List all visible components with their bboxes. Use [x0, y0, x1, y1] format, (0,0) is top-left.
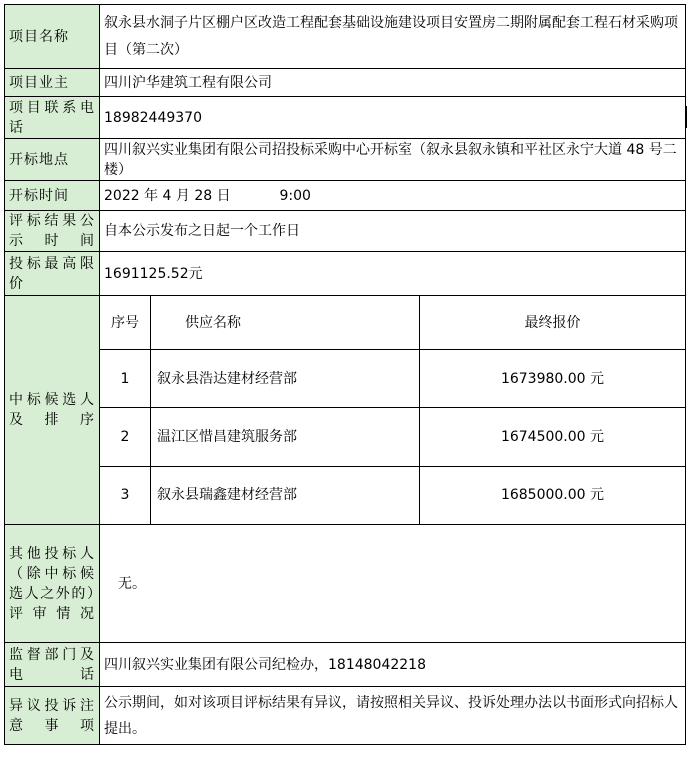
candidate-row	[100, 408, 685, 466]
value-project-name: 叙永县水洞子片区棚户区改造工程配套基础设施建设项目安置房二期附属配套工程石材采购项目（第二次）	[100, 5, 686, 69]
label-project-name: 项目名称	[5, 5, 100, 69]
candidate-supplier: 叙永县瑞鑫建材经营部	[151, 466, 420, 524]
candidate-supplier: 温江区惜昌建筑服务部	[151, 408, 420, 466]
candidate-index: 1	[100, 350, 151, 408]
label-candidates: 中标候选人及排序	[5, 296, 100, 525]
label-open-time: 开标时间	[5, 181, 100, 211]
value-max-price: 1691125.52元	[100, 252, 686, 296]
bid-result-table	[4, 4, 686, 745]
row-supervision	[5, 643, 686, 687]
label-open-place: 开标地点	[5, 139, 100, 181]
value-publicity-time: 自本公示发布之日起一个工作日	[100, 211, 686, 252]
candidate-price: 1674500.00 元	[420, 408, 686, 466]
value-other-bidders: 无。	[100, 525, 686, 643]
candidate-row	[100, 466, 685, 524]
label-supervision: 监督部门及电话	[5, 643, 100, 687]
candidate-supplier: 叙永县浩达建材经营部	[151, 350, 420, 408]
label-owner: 项目业主	[5, 69, 100, 97]
header-index: 序号	[100, 296, 151, 350]
label-max-price: 投标最高限价	[5, 252, 100, 296]
candidate-row	[100, 350, 685, 408]
row-candidates	[5, 296, 686, 525]
label-objection: 异议投诉注意事项	[5, 687, 100, 745]
candidates-header-row	[100, 296, 685, 350]
open-date: 2022 年 4 月 28 日	[104, 187, 231, 204]
value-objection: 公示期间，如对该项目评标结果有异议，请按照相关异议、投诉处理办法以书面形式向招标人提出。	[100, 687, 686, 745]
label-publicity-time: 评标结果公示时间	[5, 211, 100, 252]
header-price: 最终报价	[420, 296, 686, 350]
row-objection	[5, 687, 686, 745]
value-owner: 四川沪华建筑工程有限公司	[100, 69, 686, 97]
value-open-time	[100, 181, 686, 211]
value-supervision: 四川叙兴实业集团有限公司纪检办，18148042218	[100, 643, 686, 687]
row-other-bidders	[5, 525, 686, 643]
value-owner-phone: 18982449370	[100, 97, 686, 139]
row-max-price	[5, 252, 686, 296]
label-other-bidders: 其他投标人（除中标候选人之外的）评审情况	[5, 525, 100, 643]
row-publicity-time	[5, 211, 686, 252]
label-owner-phone: 项目联系电话	[5, 97, 100, 139]
value-open-place: 四川叙兴实业集团有限公司招投标采购中心开标室（叙永县叙永镇和平社区永宁大道 48 号二楼）	[100, 139, 686, 181]
row-open-time	[5, 181, 686, 211]
row-owner	[5, 69, 686, 97]
edge-mark	[686, 106, 687, 128]
candidates-table	[100, 296, 685, 524]
row-owner-phone	[5, 97, 686, 139]
candidate-price: 1685000.00 元	[500, 487, 605, 504]
candidates-cell	[100, 296, 686, 525]
candidate-index: 2	[100, 408, 151, 466]
row-project-name	[5, 5, 686, 69]
open-clock: 9:00	[279, 187, 311, 204]
candidate-price: 1673980.00 元	[420, 350, 686, 408]
row-open-place	[5, 139, 686, 181]
candidate-index: 3	[100, 466, 151, 524]
header-supplier: 供应名称	[151, 296, 420, 350]
